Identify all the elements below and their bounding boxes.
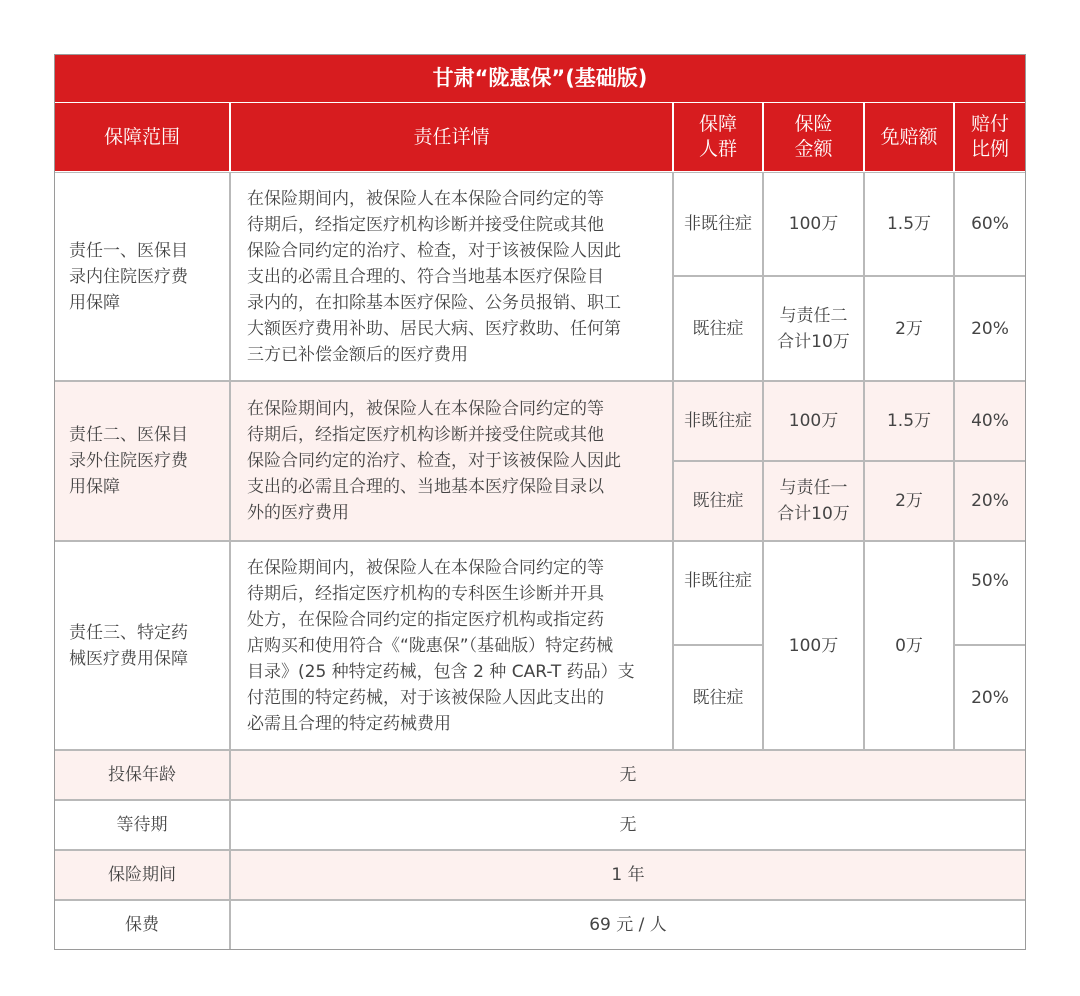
amount-line2: 合计10万 bbox=[777, 504, 850, 524]
ratio-cell: 20% bbox=[954, 645, 1026, 750]
header-scope: 保障范围 bbox=[54, 102, 230, 172]
info-value-insurance-period: 1 年 bbox=[230, 850, 1026, 900]
group-preexisting: 既往症 bbox=[673, 645, 763, 750]
detail-line: 在保险期间内，被保险人在本保险合同约定的等 bbox=[247, 188, 604, 209]
ratio-cell: 50% bbox=[954, 541, 1026, 645]
detail-line: 录内的，在扣除基本医疗保险、公务员报销、职工 bbox=[247, 292, 621, 313]
detail-line: 付范围的特定药械，对于该被保险人因此支出的 bbox=[247, 687, 604, 708]
info-value-waiting-period: 无 bbox=[230, 800, 1026, 850]
scope-line: 录内住院医疗费 bbox=[69, 266, 188, 287]
scope-line: 责任二、医保目 bbox=[69, 425, 188, 445]
ratio-cell: 20% bbox=[954, 276, 1026, 381]
deductible-cell: 2万 bbox=[864, 276, 954, 381]
detail-line: 支出的必需且合理的、符合当地基本医疗保险目 bbox=[247, 266, 604, 287]
detail-line: 保险合同约定的治疗、检查，对于该被保险人因此 bbox=[247, 451, 621, 471]
amount-cell: 100万 bbox=[763, 541, 864, 750]
deductible-cell: 2万 bbox=[864, 461, 954, 541]
detail-line: 店购买和使用符合《“陇惠保”（基础版）特定药械 bbox=[247, 635, 614, 656]
group-non-preexisting: 非既往症 bbox=[673, 381, 763, 461]
info-label-premium: 保费 bbox=[54, 900, 230, 950]
amount-cell: 100万 bbox=[763, 172, 864, 276]
detail-line: 待期后，经指定医疗机构的专科医生诊断并开具 bbox=[247, 583, 604, 604]
deductible-cell: 1.5万 bbox=[864, 381, 954, 461]
ratio-cell: 40% bbox=[954, 381, 1026, 461]
group-non-preexisting: 非既往症 bbox=[673, 172, 763, 276]
header-group bbox=[673, 102, 763, 172]
detail-line: 目录》(25 种特定药械，包含 2 种 CAR-T 药品）支 bbox=[247, 661, 635, 682]
group-preexisting: 既往症 bbox=[673, 276, 763, 381]
scope-line: 械医疗费用保障 bbox=[69, 648, 188, 669]
amount-cell bbox=[763, 276, 864, 381]
detail-line: 保险合同约定的治疗、检查，对于该被保险人因此 bbox=[247, 240, 621, 261]
detail-line: 大额医疗费用补助、居民大病、医疗救助、任何第 bbox=[247, 318, 621, 339]
detail-line: 外的医疗费用 bbox=[247, 503, 349, 523]
scope-line: 用保障 bbox=[69, 292, 120, 313]
group-non-preexisting: 非既往症 bbox=[673, 541, 763, 645]
info-label-insurance-period: 保险期间 bbox=[54, 850, 230, 900]
info-label-age: 投保年龄 bbox=[54, 750, 230, 800]
scope-line: 责任三、特定药 bbox=[69, 622, 188, 643]
amount-cell: 100万 bbox=[763, 381, 864, 461]
detail-line: 在保险期间内，被保险人在本保险合同约定的等 bbox=[247, 399, 604, 419]
scope-responsibility-2 bbox=[54, 381, 230, 541]
detail-line: 待期后，经指定医疗机构诊断并接受住院或其他 bbox=[247, 214, 604, 235]
info-value-age: 无 bbox=[230, 750, 1026, 800]
detail-responsibility-2 bbox=[230, 381, 673, 541]
table-title: 甘肃“陇惠保”(基础版) bbox=[54, 54, 1026, 102]
header-amount bbox=[763, 102, 864, 172]
scope-line: 责任一、医保目 bbox=[69, 240, 188, 261]
group-preexisting: 既往症 bbox=[673, 461, 763, 541]
detail-line: 必需且合理的特定药械费用 bbox=[247, 713, 451, 734]
header-group-line1: 保障 bbox=[698, 113, 737, 135]
amount-line2: 合计10万 bbox=[777, 331, 850, 352]
detail-line: 在保险期间内，被保险人在本保险合同约定的等 bbox=[247, 557, 604, 578]
header-amount-line1: 保险 bbox=[794, 113, 833, 135]
amount-cell bbox=[763, 461, 864, 541]
ratio-cell: 20% bbox=[954, 461, 1026, 541]
scope-line: 用保障 bbox=[69, 477, 120, 497]
header-ratio bbox=[954, 102, 1026, 172]
scope-responsibility-3 bbox=[54, 541, 230, 750]
amount-line1: 与责任一 bbox=[779, 478, 848, 498]
scope-line: 录外住院医疗费 bbox=[69, 451, 188, 471]
deductible-cell: 0万 bbox=[864, 541, 954, 750]
detail-responsibility-1 bbox=[230, 172, 673, 381]
detail-line: 处方，在保险合同约定的指定医疗机构或指定药 bbox=[247, 609, 604, 630]
header-deductible: 免赔额 bbox=[864, 102, 954, 172]
header-ratio-line2: 比例 bbox=[970, 138, 1009, 160]
detail-line: 三方已补偿金额后的医疗费用 bbox=[247, 344, 468, 365]
scope-responsibility-1 bbox=[54, 172, 230, 381]
info-value-premium: 69 元 / 人 bbox=[230, 900, 1026, 950]
ratio-cell: 60% bbox=[954, 172, 1026, 276]
amount-line1: 与责任二 bbox=[779, 305, 848, 326]
deductible-cell: 1.5万 bbox=[864, 172, 954, 276]
detail-responsibility-3 bbox=[230, 541, 673, 750]
coverage-table bbox=[54, 54, 1026, 950]
header-ratio-line1: 赔付 bbox=[970, 113, 1009, 135]
detail-line: 待期后，经指定医疗机构诊断并接受住院或其他 bbox=[247, 425, 604, 445]
detail-line: 支出的必需且合理的、当地基本医疗保险目录以 bbox=[247, 477, 604, 497]
header-detail: 责任详情 bbox=[230, 102, 673, 172]
header-amount-line2: 金额 bbox=[794, 138, 833, 160]
header-group-line2: 人群 bbox=[698, 138, 737, 160]
info-label-waiting-period: 等待期 bbox=[54, 800, 230, 850]
